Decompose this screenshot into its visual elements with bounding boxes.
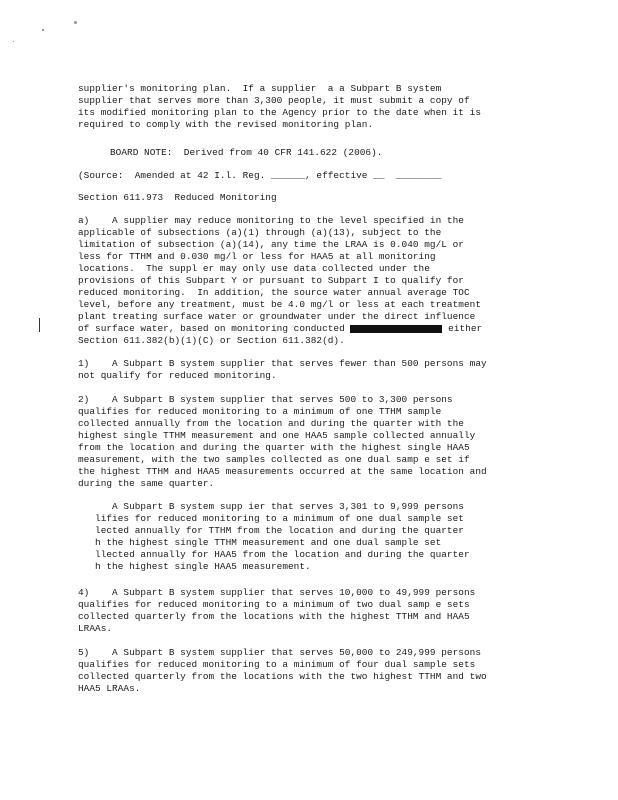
text-line: highest single TTHM measurement and one HAA5 sample collected annually (78, 430, 476, 441)
text-line: of surface water, based on monitoring conducted either (78, 323, 483, 334)
scan-speck (74, 21, 77, 24)
redaction-tail: either (442, 323, 483, 334)
text-line: BOARD NOTE: Derived from 40 CFR 141.622 (2006). (110, 147, 383, 158)
text-line: lected annually for TTHM from the location and during the quarter (78, 525, 464, 536)
redaction-bar (350, 325, 442, 333)
text-line: plant treating surface water or groundwater under the direct influence (78, 311, 476, 322)
text-line: a) A supplier may reduce monitoring to the level specified in the (78, 215, 464, 226)
text-line: supplier's monitoring plan. If a supplier a a Subpart B system (78, 83, 442, 94)
text-line: its modified monitoring plan to the Agency prior to the date when it is (78, 107, 481, 118)
text-line: collected annually from the location and during the quarter with the (78, 418, 464, 429)
text-line: required to comply with the revised monitoring plan. (78, 119, 374, 130)
text-line: collected quarterly from the locations with the highest TTHM and HAA5 (78, 611, 470, 622)
text-line: during the same quarter. (78, 478, 215, 489)
text-line: Section 611.382(b)(1)(C) or Section 611.382(d). (78, 335, 345, 346)
scan-speck (13, 41, 14, 42)
text-line: locations. The suppl er may only use data collected under the (78, 263, 430, 274)
text-line: limitation of subsection (a)(14), any time the LRAA is 0.040 mg/L or (78, 239, 464, 250)
margin-mark (39, 318, 40, 332)
text-line: 1) A Subpart B system supplier that serves fewer than 500 persons may (78, 358, 487, 369)
text-line: less for TTHM and 0.030 mg/l or less for HAA5 at all monitoring (78, 251, 436, 262)
text-line: the highest TTHM and HAA5 measurements occurred at the same location and (78, 466, 487, 477)
text-line: 4) A Subpart B system supplier that serves 10,000 to 49,999 persons (78, 587, 476, 598)
text-line: h the highest single HAA5 measurement. (78, 561, 311, 572)
text-line: qualifies for reduced monitoring to a minimum of one TTHM sample (78, 406, 442, 417)
text-line: lifies for reduced monitoring to a minimum of one dual sample set (78, 513, 464, 524)
text-line: llected annually for HAA5 from the location and during the quarter (78, 549, 470, 560)
text-line: 5) A Subpart B system supplier that serves 50,000 to 249,999 persons (78, 647, 481, 658)
text-line: LRAAs. (78, 623, 113, 634)
text-line: A Subpart B system supp ier that serves 3,301 to 9,999 persons (78, 501, 464, 512)
text-line: 2) A Subpart B system supplier that serves 500 to 3,300 persons (78, 394, 453, 405)
text-line: collected quarterly from the locations with the two highest TTHM and two (78, 671, 487, 682)
text-line: not qualify for reduced monitoring. (78, 370, 277, 381)
text-line: from the location and during the quarter with the highest single HAA5 (78, 442, 470, 453)
text-line: qualifies for reduced monitoring to a minimum of two dual samp e sets (78, 599, 470, 610)
text-line: level, before any treatment, must be 4.0 mg/l or less at each treatment (78, 299, 481, 310)
text-line: h the highest single TTHM measurement and one dual sample set (78, 537, 442, 548)
text-line: reduced monitoring. In addition, the source water annual average TOC (78, 287, 470, 298)
text-line: qualifies for reduced monitoring to a minimum of four dual sample sets (78, 659, 476, 670)
text-line: supplier that serves more than 3,300 people, it must submit a copy of (78, 95, 470, 106)
text-line: HAA5 LRAAs. (78, 683, 141, 694)
text-line: Section 611.973 Reduced Monitoring (78, 192, 277, 203)
scan-speck (42, 29, 44, 31)
text-line: applicable of subsections (a)(1) through (a)(13), subject to the (78, 227, 442, 238)
text-line: measurement, with the two samples collected as one dual samp e set if (78, 454, 470, 465)
text-line: provisions of this Subpart Y or pursuant to Subpart I to qualify for (78, 275, 464, 286)
text-line: (Source: Amended at 42 I.l. Reg. ______, effective __ ________ (78, 170, 442, 181)
